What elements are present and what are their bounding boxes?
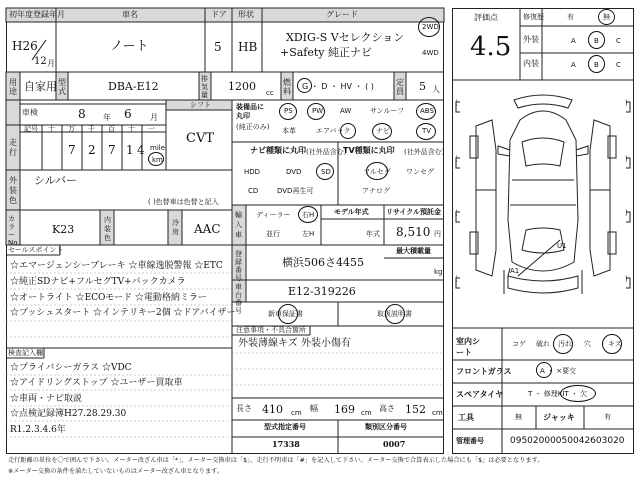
recycle-unit: 円 xyxy=(434,230,441,238)
inspector-note: 外装薄線キズ 外装小傷有 xyxy=(238,338,351,349)
mileage-digit-5: 4 xyxy=(137,143,145,157)
svg-text:): ) xyxy=(625,209,628,217)
mileage-digit-label-5: 十 xyxy=(128,125,135,133)
tv-fullseg: フルセグ xyxy=(363,168,391,176)
width-value: 169 xyxy=(334,403,355,416)
displacement-label: 排気量 xyxy=(201,75,208,99)
model-name-label: 車名 xyxy=(122,10,138,19)
sales-point-3: ☆オートライト ☆ECOモード ☆電動格納ミラー xyxy=(10,293,207,303)
import-right-h-circle xyxy=(298,206,318,223)
manage-number-label: 管理番号 xyxy=(456,437,484,445)
type-value: DBA-E12 xyxy=(108,80,159,93)
seat-yogore: 汚れ xyxy=(558,340,572,348)
fuel-label: 燃料 xyxy=(283,78,291,96)
svg-text:): ) xyxy=(625,155,628,163)
model-name: ノート xyxy=(110,39,149,54)
car-damage-diagram xyxy=(452,80,634,328)
height-label: 高さ xyxy=(379,404,395,413)
equip-abs-circle xyxy=(416,103,436,120)
recycle-label: リサイクル預託金 xyxy=(386,208,442,216)
cooler-label: 冷房 xyxy=(172,219,179,236)
doors-label: ドア xyxy=(211,10,227,19)
seat-yogore-circle xyxy=(553,334,573,354)
displacement-unit: cc xyxy=(266,89,274,97)
import-label: 輸入車 xyxy=(235,211,242,239)
max-load-label: 最大積載量 xyxy=(396,247,431,255)
color-label: 外装色 xyxy=(9,176,17,205)
interior-a: A xyxy=(571,61,576,69)
mileage-digit-1: 7 xyxy=(68,143,76,157)
svg-text:): ) xyxy=(625,99,628,107)
sales-point-2: ☆純正SDナビ+フルセグTV+バックカメラ xyxy=(10,277,186,287)
navi-type-label: ナビ種類に丸印 xyxy=(250,146,306,155)
type-label: 型式 xyxy=(58,78,66,96)
svg-text:(: ( xyxy=(455,155,458,163)
mileage-digit-label-6: 一 xyxy=(148,125,155,133)
sales-ruled-lines xyxy=(6,255,232,348)
usage-label: 用途 xyxy=(9,78,17,96)
repair-yes: 有 xyxy=(567,13,574,21)
manual-circle xyxy=(385,304,405,324)
equip-sunroof: サンルーフ xyxy=(370,107,405,115)
import-left-h: 左H xyxy=(302,230,315,238)
interior-color-label: 内装色 xyxy=(104,216,111,242)
mileage-digit-3: 7 xyxy=(108,143,116,157)
manage-number: 09502000050042603020 xyxy=(510,436,625,446)
new-warranty-circle xyxy=(278,304,298,324)
tv-fullseg-circle xyxy=(366,162,388,180)
first-reg-label: 初年度登録年月 xyxy=(9,10,65,19)
spare-tire-value: T ・ 修理KIT ・ 欠 xyxy=(528,390,588,398)
import-right-h: 右H xyxy=(302,211,315,219)
grade-label: グレード xyxy=(326,10,358,19)
import-dealer: ディーラー xyxy=(256,211,291,219)
mileage-digit-label-2: 万 xyxy=(68,125,75,133)
navi-sd: SD xyxy=(321,168,331,176)
class-number: 0007 xyxy=(383,439,406,449)
equipment-label: 装備品に丸印 xyxy=(236,103,264,120)
sales-point-1: ☆エマージェンシーブレーキ ☆車線逸脱警報 ☆ETC xyxy=(10,261,223,271)
tools-label: 工具 xyxy=(458,413,474,422)
capacity-label: 定員 xyxy=(396,78,404,96)
exterior-b: B xyxy=(594,37,599,45)
width-label: 幅 xyxy=(310,404,318,413)
mileage-digit-2: 2 xyxy=(88,143,96,157)
interior-b: B xyxy=(594,61,599,69)
equip-abs: ABS xyxy=(420,107,434,115)
recycle-value: 8,510 xyxy=(396,225,431,239)
jack-label: ジャッキ xyxy=(543,413,575,422)
mileage-digit-label-1: 十 xyxy=(48,125,55,133)
inspection-year: 8 xyxy=(78,107,86,121)
repair-no-circle xyxy=(598,9,615,25)
first-reg-era-year: H26 xyxy=(12,39,38,53)
exterior-c: C xyxy=(616,37,621,45)
tv-type-sub: (社外品含む) xyxy=(404,148,445,156)
inspector-note-label: 注意事項・不具合箇所 xyxy=(236,326,306,334)
interior-b-circle xyxy=(588,55,605,73)
body-label: 形状 xyxy=(238,10,254,19)
svg-text:): ) xyxy=(625,275,628,283)
fuel-options: G ・ D ・ HV ・ ( ) xyxy=(302,82,374,91)
equip-tv-circle xyxy=(416,123,436,140)
seat-ana: 穴 xyxy=(584,340,591,348)
navi-dvd-play: DVD再生可 xyxy=(277,187,314,195)
equip-ps: PS xyxy=(284,107,293,115)
exterior-a: A xyxy=(571,37,576,45)
svg-text:(: ( xyxy=(455,99,458,107)
navi-cd: CD xyxy=(248,187,259,195)
grade-line2: +Safety 純正ナビ xyxy=(280,46,373,59)
spare-kit-circle xyxy=(560,385,596,402)
equip-tv: TV xyxy=(422,127,432,135)
first-reg-month-unit: 月 xyxy=(47,59,55,68)
inspection-month: 6 xyxy=(124,107,132,121)
navi-hdd: HDD xyxy=(244,168,261,176)
seat-koge: コゲ xyxy=(512,340,526,348)
plate-label: 登録番号 xyxy=(235,250,242,282)
register-item-5: R1.2.3.4.6年 xyxy=(10,425,66,435)
height-unit: cm xyxy=(432,409,443,417)
displacement-value: 1200 xyxy=(228,80,256,93)
register-ruled-lines xyxy=(6,358,232,454)
grade-score: 4.5 xyxy=(470,32,512,62)
register-label: 検査記入欄 xyxy=(8,349,43,357)
mileage-digit-4: 1 xyxy=(126,143,134,157)
first-reg-month: 12 xyxy=(34,56,47,67)
grade-score-label: 評価点 xyxy=(474,13,498,22)
mileage-digit-label-3: 千 xyxy=(88,125,95,133)
import-parallel: 並行 xyxy=(266,230,280,238)
equip-leather: 本革 xyxy=(282,127,296,135)
color-code-label: カラー No. xyxy=(8,215,20,247)
sales-point-4: ☆プッシュスタート ☆インテリキー2個 ☆ドアバイザー xyxy=(10,308,236,318)
max-load-unit: kg xyxy=(434,268,443,276)
length-label: 長さ xyxy=(236,404,252,413)
interior-label: 内装 xyxy=(523,59,539,68)
mileage-digit-label-0: 記号 xyxy=(24,125,38,133)
equip-navi: ナビ xyxy=(376,127,390,135)
svg-text:(: ( xyxy=(455,275,458,283)
footer-note-2: ※メーター交換の条件を満たしていないものはメーター改ざん車となります。 xyxy=(8,468,224,475)
equip-aw: AW xyxy=(340,107,352,115)
seat-label: 室内シート xyxy=(456,337,480,357)
register-item-1: ☆プライバシーガラス ☆VDC xyxy=(10,363,132,373)
capacity-value: 5 xyxy=(419,80,426,93)
tv-analog: アナログ xyxy=(362,187,390,195)
chassis-label: 車台番号 xyxy=(235,283,242,315)
diagram-label-a1: A1 xyxy=(510,267,520,275)
class-label: 類別区分番号 xyxy=(365,423,407,431)
color-value: シルバー xyxy=(34,174,77,187)
seat-yabure: 破れ xyxy=(536,340,550,348)
equip-airbag: エアバック xyxy=(316,127,351,135)
doors-value: 5 xyxy=(214,40,222,54)
mileage-unit-km: km xyxy=(152,156,163,164)
length-unit: cm xyxy=(291,409,302,417)
exterior-label: 外装 xyxy=(523,35,539,44)
navi-type-sub: (社外品含む) xyxy=(306,148,347,156)
front-glass-a-circle xyxy=(536,362,552,378)
cooler-value: AAC xyxy=(194,222,221,236)
capacity-unit: 人 xyxy=(432,85,440,94)
repair-no: 無 xyxy=(603,13,610,21)
svg-text:(: ( xyxy=(455,209,458,217)
register-item-3: ☆車両・ナビ取説 xyxy=(10,394,83,404)
inspection-month-unit: 月 xyxy=(150,113,158,122)
navi-sd-circle xyxy=(316,163,334,180)
plate-value: 横浜506さ4455 xyxy=(282,256,364,269)
equip-navi-circle xyxy=(372,123,392,140)
model-year-unit: 年式 xyxy=(366,230,380,238)
interior-c: C xyxy=(616,61,621,69)
body-value: HB xyxy=(238,40,258,54)
height-value: 152 xyxy=(405,403,426,416)
mileage-km-circle xyxy=(148,152,164,166)
drive-2wd-circle xyxy=(418,17,440,37)
type-designation-label: 型式指定番号 xyxy=(264,423,306,431)
exterior-b-circle xyxy=(588,31,605,49)
fuel-g-circle xyxy=(297,78,312,93)
navi-dvd: DVD xyxy=(286,168,302,176)
tv-oneseg: ワンセグ xyxy=(406,168,434,176)
shift-label: シフト xyxy=(190,101,211,109)
color-code: K23 xyxy=(52,223,75,236)
sales-points-label: セールスポイント xyxy=(8,246,64,254)
spare-tire-label: スペアタイヤ xyxy=(456,390,504,399)
width-unit: cm xyxy=(361,409,372,417)
month-slash xyxy=(28,38,48,62)
type-designation: 17338 xyxy=(272,439,300,449)
drive-2wd: 2WD xyxy=(422,23,439,31)
diagram-label-u1: U1 xyxy=(557,242,567,250)
length-value: 410 xyxy=(262,403,283,416)
mileage-unit-mile: mile xyxy=(150,144,166,152)
usage-value: 自家用 xyxy=(24,80,57,93)
repair-label: 修復歴 xyxy=(523,13,544,21)
seat-kizu-circle xyxy=(602,334,622,354)
front-glass-label: フロントガラス xyxy=(456,367,512,376)
chassis-value: E12-319226 xyxy=(288,285,356,298)
tools-value: 無 xyxy=(515,413,522,421)
grade-line1: XDIG-S Vセレクション xyxy=(286,31,405,44)
jack-value: 有 xyxy=(604,413,611,421)
equip-pw-circle xyxy=(307,103,325,120)
mileage-digit-label-4: 百 xyxy=(108,125,115,133)
drive-4wd: 4WD xyxy=(422,49,439,57)
inspector-ruled-lines xyxy=(232,335,444,398)
equip-pw: PW xyxy=(312,107,324,115)
equip-airbag-circle xyxy=(340,123,356,139)
shift-value: CVT xyxy=(186,131,215,146)
register-item-2: ☆アイドリングストップ ☆ユーザー買取車 xyxy=(10,378,183,388)
seat-kizu: キズ xyxy=(608,340,622,348)
footer-note-1: 走行距離の単位を〇で囲んで下さい。メーター改ざん車は「*」、メーター交換車は「$」、走行不明車は「#」を記入して下さい。メーター交換で合算表示した場合にも「$」は必要となります。 xyxy=(8,457,544,464)
equipment-sub-label: (純正のみ) xyxy=(236,123,270,131)
equip-ps-circle xyxy=(279,103,297,120)
color-note: ( )色替車は色替と記入 xyxy=(148,198,219,206)
inspection-year-unit: 年 xyxy=(103,113,111,122)
register-item-4: ☆点検記録簿H27.28.29.30 xyxy=(10,409,127,419)
front-glass-value: A ・ ×要交 xyxy=(540,367,577,375)
inspection-label: 車検 xyxy=(22,108,38,117)
new-warranty: 新車保証書 xyxy=(268,310,303,318)
manual: 取扱説明書 xyxy=(377,310,412,318)
tv-type-label: TV種類に丸印 xyxy=(343,146,395,155)
mileage-label: 走行 xyxy=(9,138,17,157)
model-year-label: モデル年式 xyxy=(334,208,369,216)
